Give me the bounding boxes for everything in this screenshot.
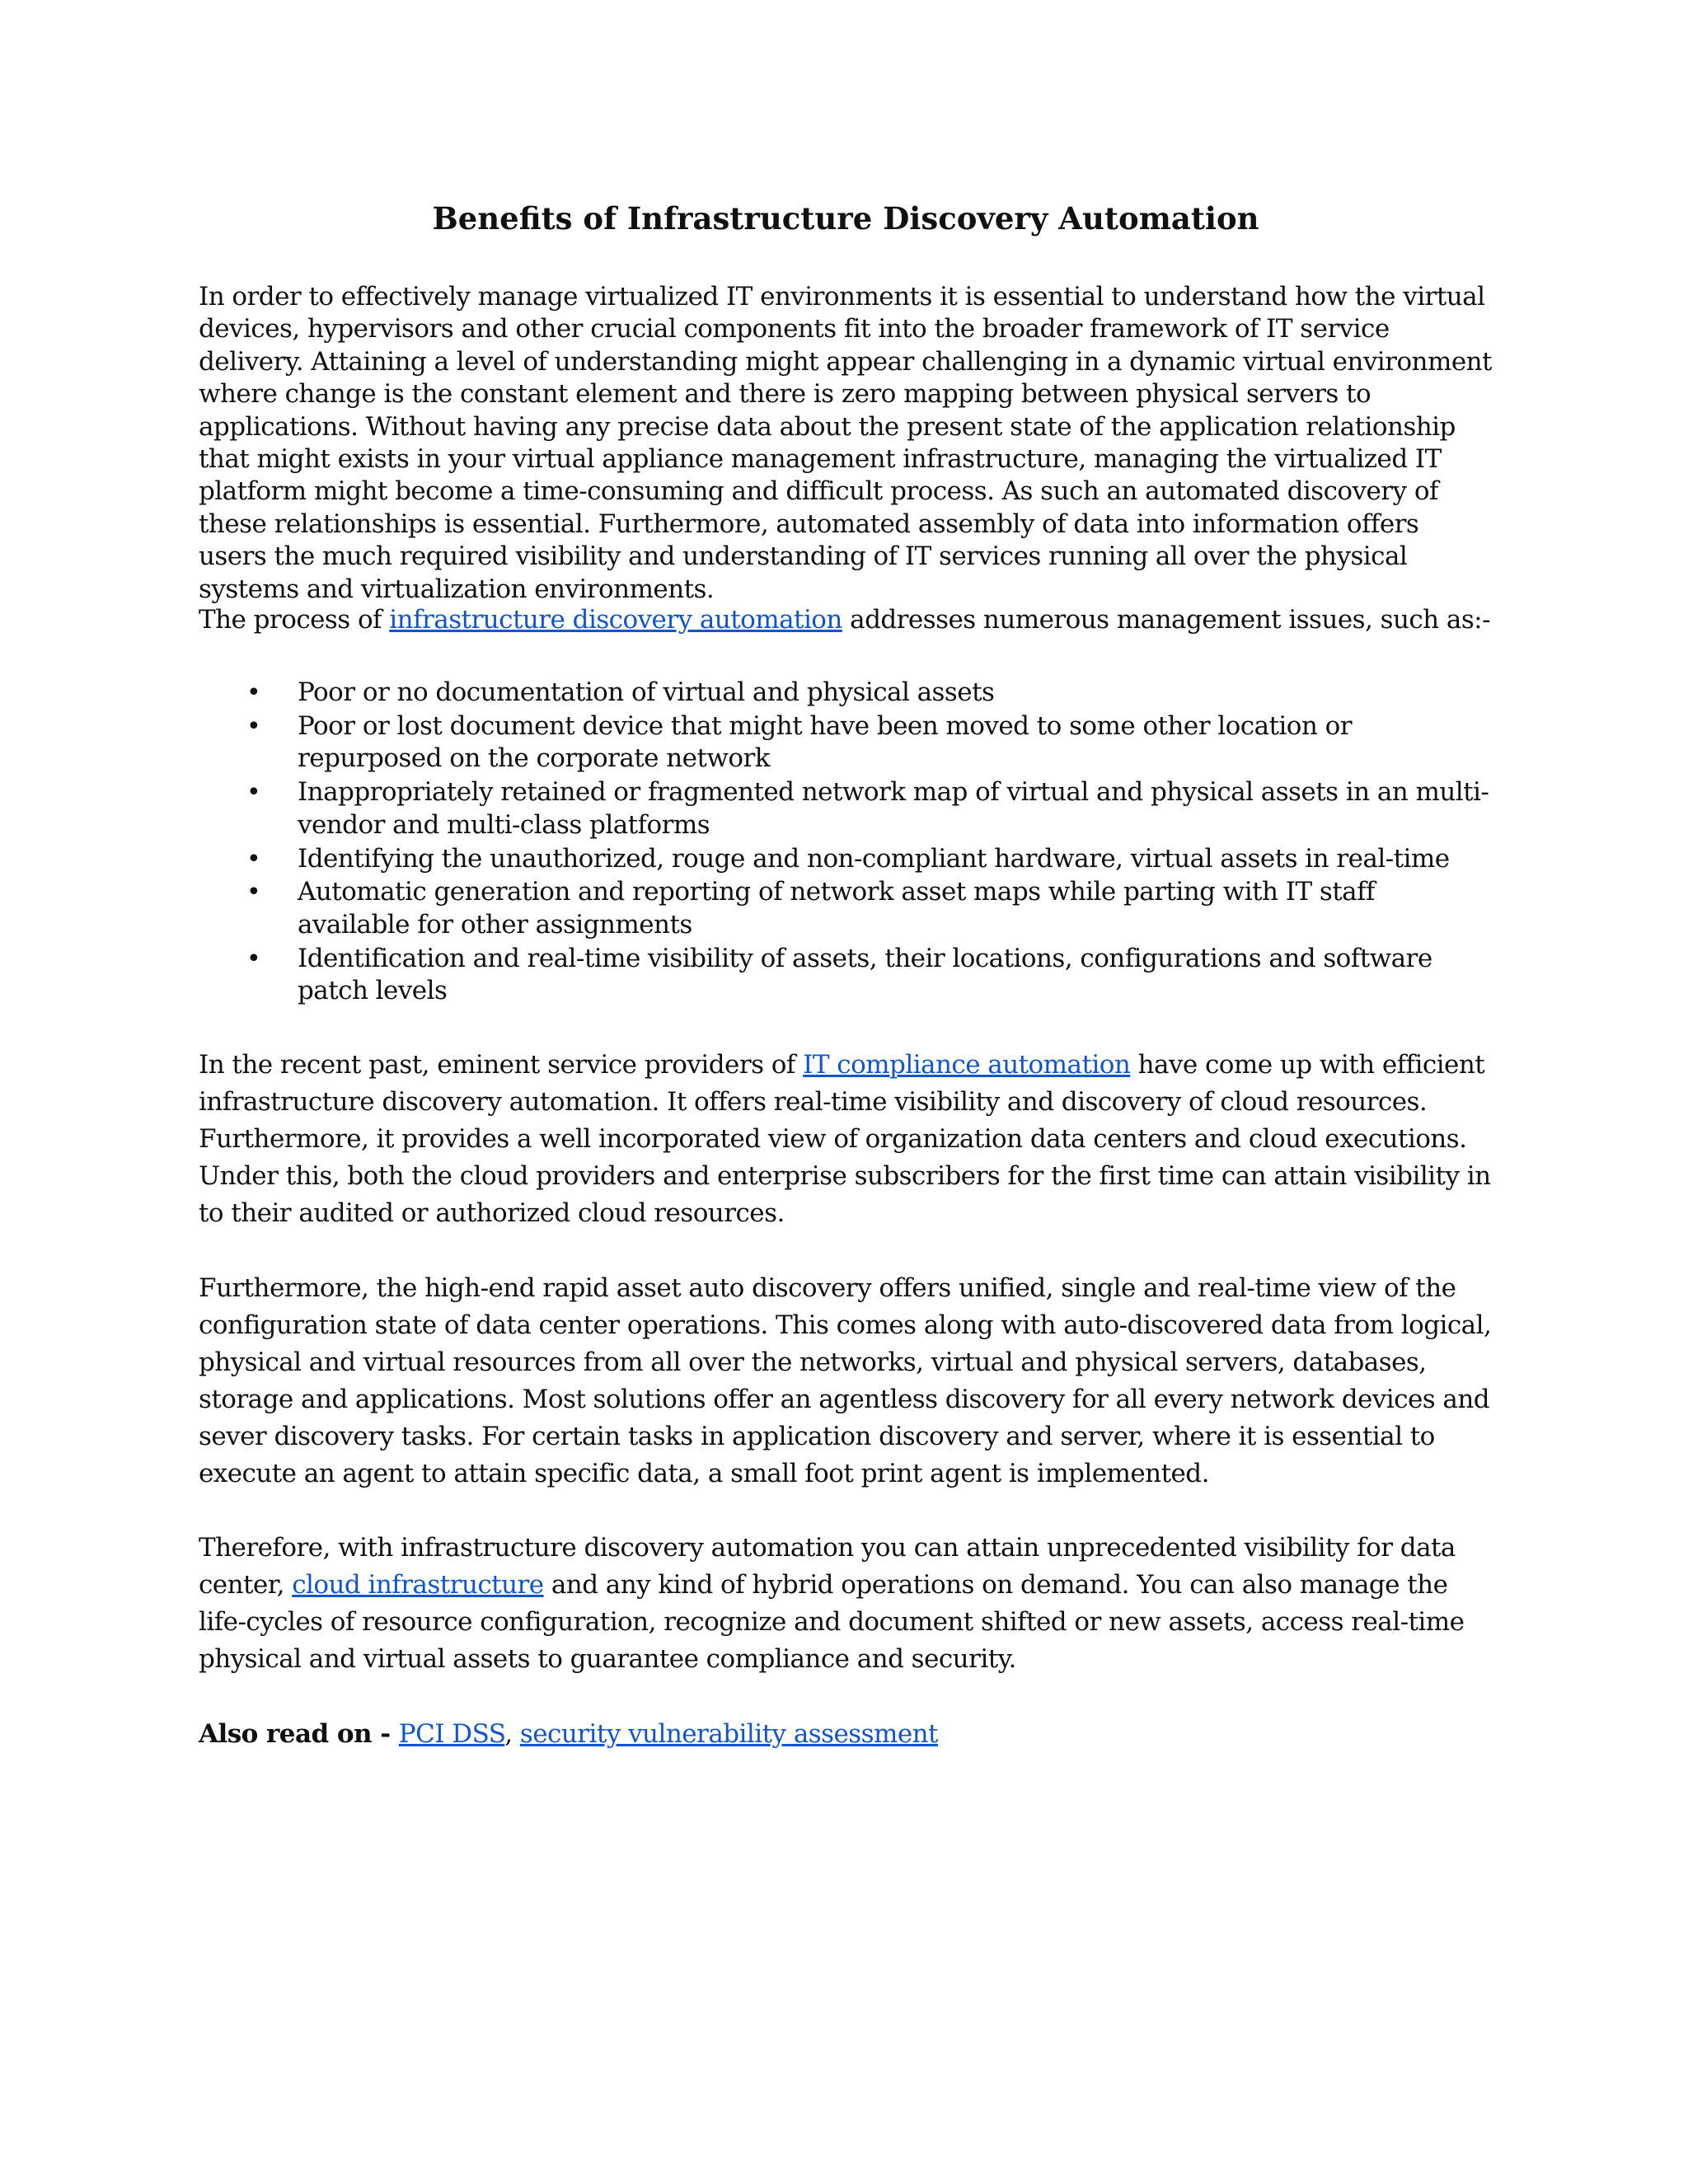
also-read-label: Also read on - bbox=[199, 1719, 399, 1749]
document-title: Benefits of Infrastructure Discovery Automation bbox=[432, 200, 1259, 237]
bullet-icon: • bbox=[246, 944, 261, 973]
list-item-text: Identification and real-time visibility of assets, their locations, configurations and software patch levels bbox=[298, 943, 1432, 1006]
also-read-line bbox=[199, 1716, 1493, 1753]
conclusion-paragraph bbox=[199, 1530, 1493, 1678]
process-text-after: addresses numerous management issues, such as:- bbox=[842, 605, 1490, 635]
list-item bbox=[199, 776, 1493, 841]
compliance-paragraph bbox=[199, 1047, 1493, 1232]
security-vulnerability-assessment-link[interactable]: security vulnerability assessment bbox=[519, 1719, 938, 1749]
process-paragraph bbox=[199, 604, 1493, 636]
also-read-separator: , bbox=[504, 1719, 520, 1749]
it-compliance-automation-link[interactable]: IT compliance automation bbox=[803, 1050, 1131, 1080]
list-item-text: Poor or lost document device that might have been moved to some other location or repurposed on the corporate network bbox=[298, 710, 1353, 774]
bullet-icon: • bbox=[246, 711, 261, 741]
pci-dss-link[interactable]: PCI DSS bbox=[398, 1719, 505, 1749]
process-text-before: The process of bbox=[199, 605, 390, 635]
compliance-text-after: have come up with efficient infrastructure discovery automation. It offers real-time visibility and discovery of cloud resources. Furthermore, it provides a well incorporated view of organization data centers and cloud executions. Under this, both the cloud providers and enterprise subscribers for the first time can attain visibility in to their audited or authorized cloud resources. bbox=[199, 1050, 1491, 1228]
compliance-text-before: In the recent past, eminent service providers of bbox=[199, 1050, 804, 1080]
auto-discovery-paragraph: Furthermore, the high-end rapid asset auto discovery offers unified, single and real-time view of the configuration state of data center operations. This comes along with auto-discovered data from logical, physical and virtual resources from all over the networks, virtual and physical servers, databases, storage and applications. Most solutions offer an agentless discovery for all every network devices and sever discovery tasks. For certain tasks in application discovery and server, where it is essential to execute an agent to attain specific data, a small foot print agent is implemented. bbox=[199, 1273, 1492, 1488]
list-item-text: Inappropriately retained or fragmented network map of virtual and physical assets in an multi-vendor and multi-class platforms bbox=[298, 777, 1489, 840]
bullet-icon: • bbox=[246, 844, 261, 874]
list-item-text: Identifying the unauthorized, rouge and non-compliant hardware, virtual assets in real-time bbox=[298, 843, 1450, 874]
issues-list bbox=[199, 677, 1493, 1009]
intro-paragraph: In order to effectively manage virtualized IT environments it is essential to understand how the virtual devices, hypervisors and other crucial components fit into the broader framework of IT service delivery. Attaining a level of understanding might appear challenging in a dynamic virtual environment where change is the constant element and there is zero mapping between physical servers to applications. Without having any precise data about the present state of the application relationship that might exists in your virtual appliance management infrastructure, managing the virtualized IT platform might become a time-consuming and difficult process. As such an automated discovery of these relationships is essential. Furthermore, automated assembly of data into information offers users the much required visibility and understanding of IT services running all over the physical systems and virtualization environments. bbox=[199, 282, 1492, 604]
list-item bbox=[199, 710, 1493, 776]
list-item-text: Automatic generation and reporting of network asset maps while parting with IT staff available for other assignments bbox=[298, 877, 1375, 940]
conclusion-text-before: Therefore, with infrastructure discovery automation you can attain unprecedented visibility for data center, bbox=[199, 1533, 1456, 1600]
list-item bbox=[199, 843, 1493, 875]
bullet-icon: • bbox=[246, 778, 261, 808]
bullet-icon: • bbox=[246, 678, 261, 707]
cloud-infrastructure-link[interactable]: cloud infrastructure bbox=[292, 1570, 544, 1600]
list-item bbox=[199, 677, 1493, 709]
bullet-icon: • bbox=[246, 878, 261, 907]
list-item-text: Poor or no documentation of virtual and physical assets bbox=[298, 677, 995, 707]
infrastructure-discovery-automation-link[interactable]: infrastructure discovery automation bbox=[389, 605, 842, 635]
list-item bbox=[199, 943, 1493, 1008]
list-item bbox=[199, 876, 1493, 941]
conclusion-text-after: and any kind of hybrid operations on demand. You can also manage the life-cycles of resource configuration, recognize and document shifted or new assets, access real-time physical and virtual assets to guarantee compliance and security. bbox=[199, 1570, 1465, 1674]
